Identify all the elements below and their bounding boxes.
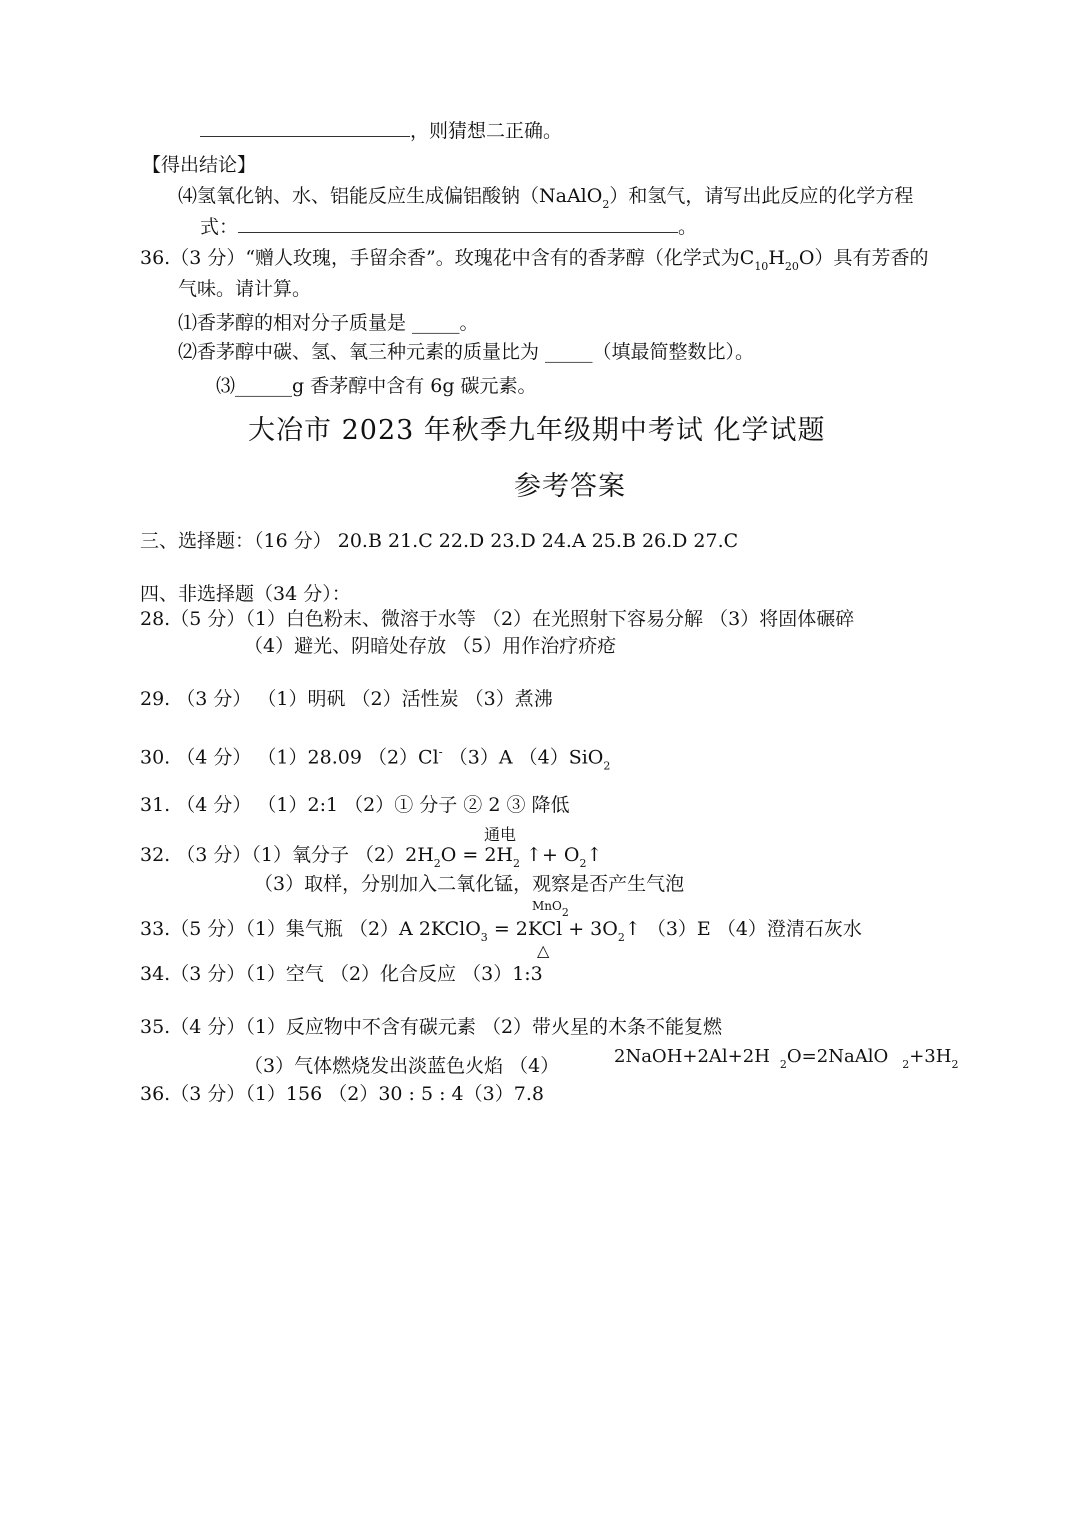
answer-33 [140, 916, 862, 942]
answer-35-line1: 35.（4 分）（1）反应物中不含有碳元素 （2）带火星的木条不能复燃 [140, 1016, 723, 1038]
answer-29: 29. （3 分） （1）明矾 （2）活性炭 （3）煮沸 [140, 688, 553, 710]
question-4-equation-line [200, 214, 697, 240]
heat-symbol: △ [537, 941, 550, 960]
answer-30 [140, 739, 611, 773]
a33-text-b: = 2KCl + 3O [487, 918, 618, 940]
q4-label: 式： [200, 216, 239, 238]
q36-text-c: O）具有芳香的 [798, 247, 929, 269]
q4-period: 。 [678, 216, 698, 238]
line-guess-two-correct [200, 118, 562, 144]
answer-28-line2: （4）避光、阴暗处存放 （5）用作治疗疥疮 [244, 635, 617, 657]
q36-subscript-c: 10 [754, 260, 769, 273]
a30-subscript: 2 [603, 759, 611, 773]
page-title: 大冶市 2023 年秋季九年级期中考试 化学试题 [248, 415, 826, 446]
a32-text-a: 32. （3 分）（1）氧分子 （2）2H [140, 844, 434, 866]
question-36-text [140, 245, 928, 271]
a33-text-a: 33.（5 分）（1）集气瓶 （2）A 2KClO [140, 918, 481, 940]
question-36-part2: ⑵香茅醇中碳、氢、氧三种元素的质量比为 _____（填最简整数比）。 [178, 341, 755, 363]
a35-eq-a: 2NaOH+2Al+2H [614, 1046, 770, 1067]
answer-33-catalyst [532, 898, 569, 919]
a35-eq-b: O=2NaAlO [786, 1046, 889, 1067]
a32-text-d: ↑ [586, 844, 603, 866]
q4-text-a: ⑷氢氧化钠、水、铝能反应生成偏铝酸钠（NaAlO [178, 185, 603, 207]
section-heading-conclusion: 【得出结论】 [142, 154, 257, 176]
a30-text-b: （3）A （4）SiO [442, 746, 604, 769]
a33-text-c: ↑ （3）E （4）澄清石灰水 [624, 918, 862, 940]
answer-blank [238, 214, 678, 233]
q36-text-a: 36.（3 分）“赠人玫瑰，手留余香”。玫瑰花中含有的香茅醇（化学式为C [140, 247, 755, 269]
q4-text-b: ）和氢气，请写出此反应的化学方程 [609, 185, 914, 207]
a35-eq-c: +3H [909, 1046, 952, 1067]
a32-text-c: ↑+ O [520, 844, 580, 866]
question-36-text-line2: 气味。请计算。 [178, 278, 312, 300]
answer-28-line1: 28.（5 分）（1）白色粉末、微溶于水等 （2）在光照射下容易分解 （3）将固体碾碎 [140, 608, 855, 630]
a32-sub2: 2 [513, 857, 520, 870]
answers-section-3: 三、选择题：（16 分） 20.B 21.C 22.D 23.D 24.A 25.B 26.D 27.C [140, 530, 739, 552]
q36-subscript-h: 20 [784, 260, 799, 273]
answers-section-4-heading: 四、非选择题（34 分）： [140, 583, 351, 605]
a32-text-b: O = 2H [440, 844, 513, 866]
a32-sub1: 2 [433, 857, 441, 870]
q4-subscript: 2 [602, 198, 610, 211]
a35-text: （3）气体燃烧发出淡蓝色火焰 （4） [244, 1055, 560, 1077]
answer-35-line2 [244, 1053, 559, 1079]
a30-charge: - [438, 745, 443, 759]
a35-sub1: 2 [779, 1058, 787, 1071]
q36-text-h: H [768, 247, 785, 269]
a33-sub1: 3 [480, 931, 488, 944]
question-36-part3: ⑶______g 香茅醇中含有 6g 碳元素。 [216, 375, 537, 397]
a30-text-a: 30. （4 分） （1）28.09 （2）Cl [140, 746, 439, 769]
a35-sub2: 2 [902, 1058, 910, 1071]
page-subtitle: 参考答案 [514, 471, 626, 502]
answer-34: 34.（3 分）（1）空气 （2）化合反应 （3）1:3 [140, 963, 543, 985]
answer-36: 36.（3 分）（1）156 （2）30 : 5 : 4（3）7.8 [140, 1083, 544, 1105]
question-4-text [178, 183, 913, 209]
a33-catalyst-sub: 2 [561, 906, 569, 919]
answer-35-equation [614, 1044, 958, 1070]
question-36-part1: ⑴香茅醇的相对分子质量是 _____。 [178, 312, 479, 334]
guess-conclusion-text: ，则猜想二正确。 [410, 120, 563, 142]
answer-32-line1 [140, 842, 602, 868]
answer-32-line2: （3）取样，分别加入二氧化锰，观察是否产生气泡 [254, 873, 685, 895]
a33-sub2: 2 [617, 931, 625, 944]
answer-blank [200, 118, 410, 137]
a33-catalyst-text: MnO [532, 899, 562, 913]
a35-sub3: 2 [951, 1058, 959, 1071]
answer-32-condition: 通电 [484, 825, 517, 844]
a32-sub3: 2 [579, 857, 587, 870]
answer-31: 31. （4 分） （1）2:1 （2）① 分子 ② 2 ③ 降低 [140, 794, 570, 816]
